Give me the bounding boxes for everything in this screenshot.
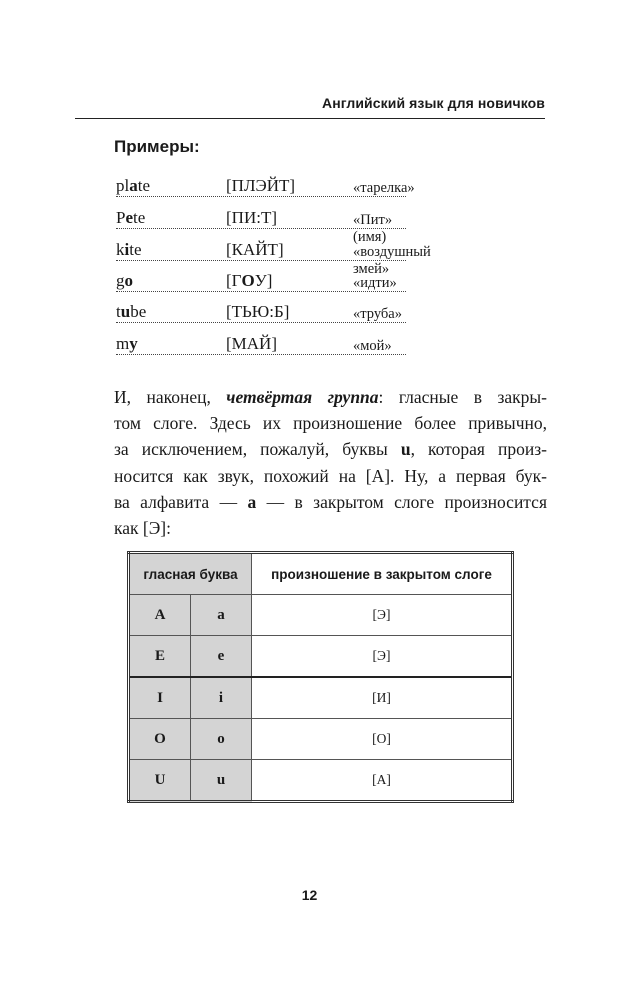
table-row bbox=[129, 636, 513, 678]
page-number: 12 bbox=[301, 887, 318, 903]
example-meaning: «мой» bbox=[353, 338, 392, 354]
example-word: plate bbox=[116, 176, 151, 195]
upper-letter: O bbox=[129, 719, 191, 760]
pronunciation: [А] bbox=[252, 760, 513, 802]
example-meaning: «Пит» (имя) bbox=[353, 212, 393, 245]
example-transcription: [ГОУ] bbox=[226, 271, 273, 290]
running-title: Английский язык для новичков bbox=[322, 95, 545, 111]
example-transcription: [МАЙ] bbox=[226, 334, 277, 353]
example-row bbox=[116, 330, 406, 360]
example-row bbox=[116, 172, 415, 202]
dotted-leader bbox=[116, 354, 406, 355]
table-row bbox=[129, 677, 513, 719]
table-row bbox=[129, 595, 513, 636]
paragraph-line: том слоге. Здесь их произношение более привычно, bbox=[114, 413, 547, 434]
table-row bbox=[129, 719, 513, 760]
lower-letter: e bbox=[191, 636, 252, 678]
dotted-leader bbox=[116, 291, 406, 292]
body-paragraph bbox=[114, 384, 547, 541]
example-transcription: [КАЙТ] bbox=[226, 240, 284, 259]
example-word: go bbox=[116, 271, 133, 290]
example-word: my bbox=[116, 334, 138, 353]
example-row bbox=[116, 267, 406, 297]
example-row bbox=[116, 204, 406, 245]
example-meaning: «идти» bbox=[353, 275, 397, 291]
lower-letter: i bbox=[191, 677, 252, 719]
dotted-leader bbox=[116, 196, 406, 197]
table-header-row bbox=[129, 553, 513, 595]
example-row bbox=[116, 236, 431, 277]
vowel-table bbox=[127, 551, 514, 803]
paragraph-line: ва алфавита — a — в закрытом слоге произносится bbox=[114, 491, 547, 512]
paragraph-line: И, наконец, четвёртая группа: гласные в закры- bbox=[114, 387, 547, 407]
example-transcription: [ПЛЭЙТ] bbox=[226, 176, 296, 195]
example-word: Pete bbox=[116, 208, 146, 227]
example-transcription: [ТЬЮ:Б] bbox=[226, 302, 290, 321]
example-word: kite bbox=[116, 240, 142, 259]
header-pronunciation: произношение в закрытом слоге bbox=[252, 553, 513, 595]
examples-title: Примеры: bbox=[114, 137, 200, 156]
upper-letter: U bbox=[129, 760, 191, 802]
pronunciation: [О] bbox=[252, 719, 513, 760]
pronunciation: [И] bbox=[252, 677, 513, 719]
paragraph-line: за исключением, пожалуй, буквы u, которая произ- bbox=[114, 439, 547, 460]
lower-letter: a bbox=[191, 595, 252, 636]
paragraph-line: носится как звук, похожий на [А]. Ну, а первая бук- bbox=[114, 465, 547, 486]
dotted-leader bbox=[116, 260, 406, 261]
example-meaning: «тарелка» bbox=[353, 180, 415, 196]
header-vowel-letter: гласная буква bbox=[129, 553, 252, 595]
upper-letter: I bbox=[129, 677, 191, 719]
paragraph-line: как [Э]: bbox=[114, 517, 171, 538]
example-meaning: «воздушный змей» bbox=[353, 244, 431, 277]
dotted-leader bbox=[116, 322, 406, 323]
pronunciation: [Э] bbox=[252, 636, 513, 678]
dotted-leader bbox=[116, 228, 406, 229]
header-rule bbox=[75, 118, 545, 119]
example-row bbox=[116, 298, 406, 328]
example-meaning: «труба» bbox=[353, 306, 402, 322]
lower-letter: o bbox=[191, 719, 252, 760]
lower-letter: u bbox=[191, 760, 252, 802]
example-transcription: [ПИ:Т] bbox=[226, 208, 277, 227]
example-word: tube bbox=[116, 302, 147, 321]
pronunciation: [Э] bbox=[252, 595, 513, 636]
upper-letter: E bbox=[129, 636, 191, 678]
upper-letter: A bbox=[129, 595, 191, 636]
table-row bbox=[129, 760, 513, 802]
